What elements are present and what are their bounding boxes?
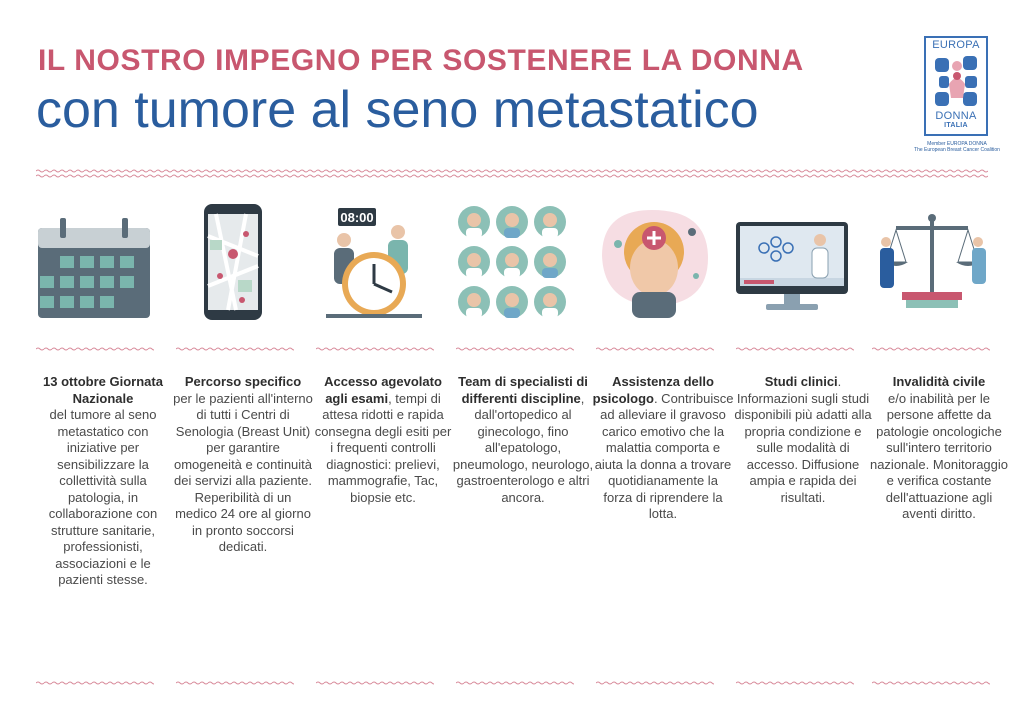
page-title-line2: con tumore al seno metastatico: [36, 81, 759, 139]
page-title-line1: IL NOSTRO IMPEGNO PER SOSTENERE LA DONNA: [38, 44, 804, 77]
top-wave-divider: [36, 168, 988, 180]
column-title: Assistenza dello psicologo: [592, 374, 714, 406]
logo-text-donna: DONNA: [935, 110, 977, 122]
psychology-head-icon: [596, 196, 730, 326]
column-text: [452, 374, 594, 506]
column-text: [312, 374, 454, 506]
logo-caption-line2: The European Breast Cancer Coalition: [914, 147, 1000, 153]
logo-caption-line1: Member EUROPA DONNA: [927, 141, 987, 147]
column-body: , dall'ortopedico al ginecologo, fino all'epatologo, pneumologo, neurologo, gastroenterologo e altri ancora.: [452, 390, 594, 505]
column-title: Percorso specifico: [184, 374, 302, 389]
justice-scale-icon: [872, 196, 1006, 326]
column-body: del tumore al seno metastatico con iniziative per sensibilizzare la collettività sulla patologia, in collaborazione con strutture sanitarie, professionisti, associazioni e le pazienti stesse.: [48, 407, 158, 587]
column-text: [732, 374, 874, 506]
smartphone-map-icon: [176, 196, 310, 326]
logo-text-europa: EUROPA: [932, 39, 980, 51]
doctors-team-icon: [456, 196, 590, 326]
column-title: Team di specialisti di differenti discipline: [458, 374, 588, 406]
wave-divider: [36, 680, 154, 686]
wave-divider: [736, 346, 854, 352]
calendar-icon: [36, 196, 170, 326]
logo-caption: [912, 141, 1002, 153]
logo-puzzle-icon: [933, 54, 981, 108]
column-text: [172, 374, 314, 556]
wave-divider: [36, 346, 154, 352]
column-body: , tempi di attesa ridotti e rapida consegna degli esiti per i frequenti controlli diagnostici: prelievi, mammografie, Tac, biopsie etc.: [314, 390, 452, 505]
wave-divider: [736, 680, 854, 686]
wave-divider: [596, 680, 714, 686]
wave-divider: [316, 346, 434, 352]
wave-divider: [872, 346, 990, 352]
europa-donna-logo: [924, 36, 988, 136]
wave-divider: [456, 346, 574, 352]
column-body: . Contribuisce ad alleviare il gravoso carico emotivo che la malattia comporta e aiuta la donna a trovare quotidianamente la forza di riprendere la lotta.: [594, 390, 734, 521]
column-text: [868, 374, 1010, 523]
column-body: e/o inabilità per le persone affette da patologie oncologiche sull'intero territorio nazionale. Monitoraggio e verifica costante dell'attuazione agli aventi diritto.: [869, 390, 1009, 521]
wave-divider: [596, 346, 714, 352]
column-text: [592, 374, 734, 523]
wave-divider: [456, 680, 574, 686]
column-title: Invalidità civile: [892, 374, 986, 389]
logo-text-italia: ITALIA: [944, 122, 968, 129]
wave-divider: [316, 680, 434, 686]
column-title: Accesso agevolato agli esami: [324, 374, 442, 406]
clock-people-icon: [316, 196, 450, 326]
column-body: . Informazioni sugli studi disponibili più adatti alla propria condizione e sulle modalità di accesso. Diffusione ampia e rapida dei risultati.: [734, 374, 872, 505]
column-title: Studi clinici: [764, 374, 838, 389]
column-text: [32, 374, 174, 589]
wave-divider: [872, 680, 990, 686]
clock-display-text: 08:00: [340, 210, 374, 225]
column-body: per le pazienti all'interno di tutti i Centri di Senologia (Breast Unit) per garantire omogeneità e continuità dei servizi alla paziente. Reperibilità di un medico 24 ore al giorno in pronto soccorsi dedicati.: [173, 390, 313, 554]
wave-divider: [176, 346, 294, 352]
wave-divider: [176, 680, 294, 686]
clinical-studies-monitor-icon: [736, 196, 870, 326]
column-title: 13 ottobre Giornata Nazionale: [43, 374, 163, 406]
